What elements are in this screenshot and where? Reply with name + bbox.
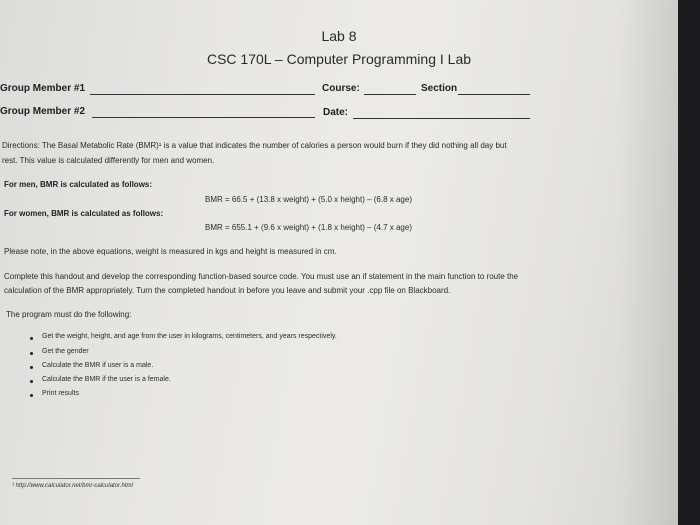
date-label: Date: — [323, 107, 349, 118]
course-line — [364, 94, 416, 95]
complete-line-2: calculation of the BMR appropriately. Turn the completed handout in before you leave and submit your .cpp file on Blackboard. — [4, 286, 451, 295]
bullet-item-5: Print results — [42, 390, 79, 397]
units-note: Please note, in the above equations, weight is measured in kgs and height is measured in cm. — [4, 247, 337, 256]
program-intro: The program must do the following: — [6, 310, 132, 319]
group-member-2-line — [92, 117, 315, 118]
bullet-dot — [30, 366, 33, 369]
date-line — [353, 118, 530, 119]
group-member-1-label: Group Member #1 — [0, 83, 86, 94]
footnote-rule — [12, 478, 140, 479]
bullet-item-2: Get the gender — [42, 348, 89, 355]
group-member-2-label: Group Member #2 — [0, 106, 86, 117]
directions-line-1: Directions: The Basal Metabolic Rate (BMR)¹ is a value that indicates the number of calories a person would burn if they did nothing all day but — [2, 141, 507, 150]
group-member-1-line — [90, 94, 315, 95]
women-label: For women, BMR is calculated as follows: — [4, 209, 164, 218]
section-label: Section — [421, 83, 458, 94]
bullet-item-1: Get the weight, height, and age from the user in kilograms, centimeters, and years respectively. — [42, 333, 337, 340]
bullet-item-4: Calculate the BMR if the user is a female. — [42, 376, 171, 383]
page-shadow — [618, 0, 678, 525]
course-label: Course: — [322, 83, 360, 94]
course-title: CSC 170L – Computer Programming I Lab — [206, 51, 472, 67]
complete-line-1: Complete this handout and develop the corresponding function-based source code. You must use an if statement in the main function to route the — [4, 272, 519, 281]
bullet-item-3: Calculate the BMR if user is a male. — [42, 362, 154, 369]
men-label: For men, BMR is calculated as follows: — [4, 180, 153, 189]
footnote-link[interactable]: ¹ http://www.calculator.net/bmr-calculator.html — [12, 483, 133, 489]
directions-line-2: rest. This value is calculated differently for men and women. — [2, 156, 215, 165]
women-formula: BMR = 655.1 + (9.6 x weight) + (1.8 x height) – (4.7 x age) — [205, 223, 412, 232]
men-formula: BMR = 66.5 + (13.8 x weight) + (5.0 x height) – (6.8 x age) — [205, 195, 412, 204]
bullet-dot — [30, 380, 33, 383]
bullet-dot — [30, 394, 33, 397]
bullet-dot — [30, 337, 33, 340]
bullet-dot — [30, 352, 33, 355]
lab-title: Lab 8 — [321, 28, 357, 44]
section-line — [458, 94, 530, 95]
